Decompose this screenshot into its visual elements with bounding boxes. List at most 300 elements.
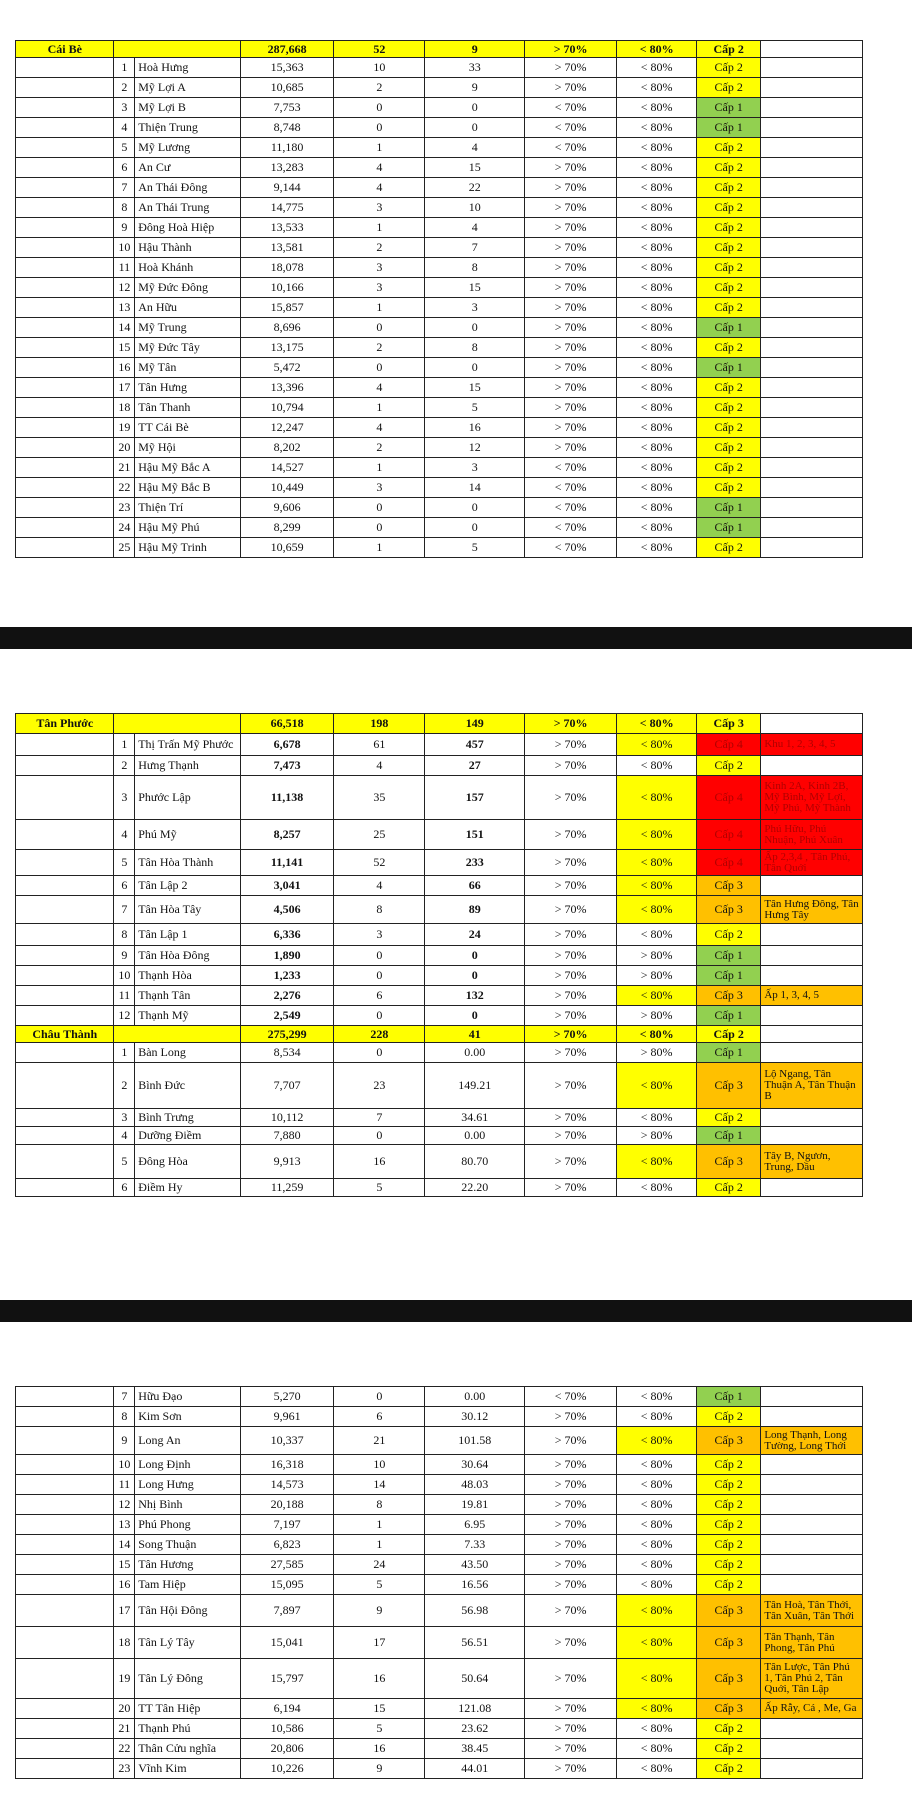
- coverage2-cell: > 70%: [524, 1719, 616, 1739]
- table-row: [16, 986, 863, 1006]
- index-cell: 12: [114, 278, 135, 298]
- undefined: [761, 118, 863, 138]
- coverage1-cell: 48.03: [425, 1475, 525, 1495]
- undefined: [761, 756, 863, 776]
- blank-cell: [16, 876, 114, 896]
- level-cell: < 80%: [617, 1387, 697, 1407]
- table-row: [16, 158, 863, 178]
- level-cell: > 80%: [617, 1006, 697, 1026]
- index-cell: 6: [114, 1179, 135, 1197]
- rate-cell: 1: [334, 298, 425, 318]
- rate-cell: 15: [334, 1699, 425, 1719]
- index-cell: 19: [114, 1659, 135, 1699]
- cases-cell: 18,078: [240, 258, 333, 278]
- undefined: [761, 1179, 863, 1197]
- coverage1-cell: 30.64: [425, 1455, 525, 1475]
- undefined: [761, 258, 863, 278]
- note-cell: Cấp 1: [697, 1127, 761, 1145]
- population-cell: Đông Hòa: [135, 1145, 241, 1179]
- coverage1-cell: 8: [425, 258, 525, 278]
- population-cell: Song Thuận: [135, 1535, 241, 1555]
- table-row: [16, 518, 863, 538]
- note-cell: Cấp 1: [697, 118, 761, 138]
- level-cell: Cấp 2: [697, 41, 761, 58]
- table-row: [16, 318, 863, 338]
- index-cell: 11: [114, 258, 135, 278]
- rate-cell: 52: [334, 850, 425, 876]
- coverage2-cell: > 70%: [524, 218, 616, 238]
- index-cell: 6: [114, 876, 135, 896]
- undefined: [761, 1495, 863, 1515]
- coverage1-cell: 0: [425, 118, 525, 138]
- cases-cell: 8,299: [240, 518, 333, 538]
- level-cell: Cấp 2: [697, 1026, 761, 1043]
- cases-cell: 10,226: [240, 1759, 333, 1779]
- index-cell: 1: [114, 1043, 135, 1063]
- blank-cell: [16, 478, 114, 498]
- rate-cell: 16: [334, 1145, 425, 1179]
- rate-cell: 21: [334, 1427, 425, 1455]
- table-row: [16, 924, 863, 946]
- cases-cell: 12,247: [240, 418, 333, 438]
- table-row: [16, 1006, 863, 1026]
- index-cell: 23: [114, 498, 135, 518]
- cases-cell: 10,586: [240, 1719, 333, 1739]
- population-cell: Mỹ Tân: [135, 358, 241, 378]
- rate-cell: 5: [334, 1575, 425, 1595]
- note-cell: Cấp 3: [697, 1145, 761, 1179]
- rate-cell: 24: [334, 1555, 425, 1575]
- coverage2-cell: > 70%: [524, 756, 616, 776]
- note-cell: Cấp 3: [697, 1427, 761, 1455]
- cases-cell: 11,138: [240, 776, 333, 820]
- index-cell: 23: [114, 1759, 135, 1779]
- index-cell: 9: [114, 1427, 135, 1455]
- table-row: [16, 1145, 863, 1179]
- population-cell: TT Tân Hiệp: [135, 1699, 241, 1719]
- population-cell: Thạnh Hòa: [135, 966, 241, 986]
- rate-cell: 3: [334, 278, 425, 298]
- coverage1-cell: > 70%: [524, 41, 616, 58]
- blank-cell: [16, 58, 114, 78]
- coverage1-cell: 38.45: [425, 1739, 525, 1759]
- coverage1-cell: 27: [425, 756, 525, 776]
- cases-cell: 9,144: [240, 178, 333, 198]
- district-name-cell: Tân Phước: [16, 714, 114, 734]
- level-cell: < 80%: [617, 518, 697, 538]
- note-cell: Cấp 2: [697, 1495, 761, 1515]
- population-cell: Hưng Thạnh: [135, 756, 241, 776]
- index-cell: 5: [114, 850, 135, 876]
- coverage1-cell: 149.21: [425, 1063, 525, 1109]
- undefined: Ấp Rẫy, Cá , Me, Ga: [761, 1699, 863, 1719]
- cases-cell: 8,257: [240, 820, 333, 850]
- table-row: [16, 118, 863, 138]
- population-cell: Hậu Mỹ Trinh: [135, 538, 241, 558]
- level-cell: < 80%: [617, 438, 697, 458]
- coverage2-cell: > 70%: [524, 1407, 616, 1427]
- blank-cell: [16, 1475, 114, 1495]
- coverage2-cell: > 70%: [524, 58, 616, 78]
- undefined: [761, 358, 863, 378]
- rate-cell: 0: [334, 498, 425, 518]
- undefined: [761, 1575, 863, 1595]
- coverage1-cell: 3: [425, 458, 525, 478]
- level-cell: < 80%: [617, 986, 697, 1006]
- rate-cell: 2: [334, 338, 425, 358]
- table-row: [16, 78, 863, 98]
- cases-cell: 10,112: [240, 1109, 333, 1127]
- population-cell: Thiện Trí: [135, 498, 241, 518]
- undefined: Khu 1, 2, 3, 4, 5: [761, 734, 863, 756]
- level-cell: < 80%: [617, 1179, 697, 1197]
- coverage2-cell: > 70%: [524, 1179, 616, 1197]
- undefined: [761, 966, 863, 986]
- population-cell: Thạnh Mỹ: [135, 1006, 241, 1026]
- level-cell: < 80%: [617, 1627, 697, 1659]
- table-row: [16, 338, 863, 358]
- note-cell: Cấp 2: [697, 138, 761, 158]
- index-cell: 15: [114, 338, 135, 358]
- index-cell: 13: [114, 1515, 135, 1535]
- undefined: [761, 498, 863, 518]
- blank-cell: [16, 1719, 114, 1739]
- population-cell: Hoà Khánh: [135, 258, 241, 278]
- coverage1-cell: 50.64: [425, 1659, 525, 1699]
- blank-cell: [16, 398, 114, 418]
- note-cell: Cấp 2: [697, 458, 761, 478]
- index-cell: 24: [114, 518, 135, 538]
- undefined: [761, 198, 863, 218]
- coverage1-cell: 15: [425, 158, 525, 178]
- cases-cell: 52: [334, 41, 425, 58]
- level-cell: < 80%: [617, 1535, 697, 1555]
- note-cell: Cấp 2: [697, 378, 761, 398]
- blank-cell: [16, 198, 114, 218]
- blank-cell: [16, 1575, 114, 1595]
- coverage1-cell: 80.70: [425, 1145, 525, 1179]
- rate-cell: 1: [334, 1515, 425, 1535]
- undefined: [761, 1109, 863, 1127]
- cases-cell: 2,276: [240, 986, 333, 1006]
- divider-bar: [0, 627, 912, 649]
- population-cell: Tân Lập 2: [135, 876, 241, 896]
- population-cell: Mỹ Hội: [135, 438, 241, 458]
- level-cell: < 80%: [617, 198, 697, 218]
- cases-cell: 15,363: [240, 58, 333, 78]
- coverage1-cell: 233: [425, 850, 525, 876]
- cases-cell: 10,449: [240, 478, 333, 498]
- coverage1-cell: 43.50: [425, 1555, 525, 1575]
- undefined: [761, 1515, 863, 1535]
- coverage2-cell: > 70%: [524, 1427, 616, 1455]
- population-cell: Nhị Bình: [135, 1495, 241, 1515]
- level-cell: < 80%: [617, 1495, 697, 1515]
- cases-cell: 6,336: [240, 924, 333, 946]
- index-cell: 9: [114, 946, 135, 966]
- coverage1-cell: 0.00: [425, 1043, 525, 1063]
- blank-cell: [16, 1145, 114, 1179]
- coverage1-cell: 12: [425, 438, 525, 458]
- level-cell: < 80%: [617, 850, 697, 876]
- coverage1-cell: 0: [425, 1006, 525, 1026]
- level-cell: < 80%: [617, 1475, 697, 1495]
- undefined: Ấp 1, 3, 4, 5: [761, 986, 863, 1006]
- cases-cell: 10,794: [240, 398, 333, 418]
- population-cell: An Thái Đông: [135, 178, 241, 198]
- note-cell: Cấp 1: [697, 946, 761, 966]
- population-cell: Tân Lý Tây: [135, 1627, 241, 1659]
- note-cell: Cấp 3: [697, 876, 761, 896]
- coverage1-cell: 151: [425, 820, 525, 850]
- coverage1-cell: 6.95: [425, 1515, 525, 1535]
- undefined: [761, 1555, 863, 1575]
- cases-cell: 6,823: [240, 1535, 333, 1555]
- blank-cell: [16, 1006, 114, 1026]
- undefined: Tân Hưng Đông, Tân Hưng Tây: [761, 896, 863, 924]
- level-cell: < 80%: [617, 498, 697, 518]
- coverage2-cell: > 70%: [524, 338, 616, 358]
- level-cell: < 80%: [617, 278, 697, 298]
- population-cell: Mỹ Lợi A: [135, 78, 241, 98]
- coverage2-cell: > 70%: [524, 1475, 616, 1495]
- level-cell: Cấp 3: [697, 714, 761, 734]
- rate-cell: 0: [334, 518, 425, 538]
- note-cell: Cấp 1: [697, 498, 761, 518]
- blank-cell: [16, 1699, 114, 1719]
- coverage2-cell: > 70%: [524, 238, 616, 258]
- cases-cell: 11,141: [240, 850, 333, 876]
- level-cell: < 80%: [617, 734, 697, 756]
- population-cell: An Thái Trung: [135, 198, 241, 218]
- rate-cell: 3: [334, 198, 425, 218]
- undefined: Tây B, Ngươn, Trung, Dầu: [761, 1145, 863, 1179]
- population-cell: Hậu Mỹ Bắc B: [135, 478, 241, 498]
- coverage2-cell: < 80%: [617, 41, 697, 58]
- coverage1-cell: 33: [425, 58, 525, 78]
- coverage2-cell: > 70%: [524, 1739, 616, 1759]
- level-cell: < 80%: [617, 1555, 697, 1575]
- coverage1-cell: 121.08: [425, 1699, 525, 1719]
- undefined: [761, 518, 863, 538]
- population-cell: Tân Hương: [135, 1555, 241, 1575]
- cases-cell: 5,472: [240, 358, 333, 378]
- coverage2-cell: > 70%: [524, 378, 616, 398]
- cases-cell: 13,283: [240, 158, 333, 178]
- note-cell: Cấp 1: [697, 966, 761, 986]
- rate-cell: 8: [334, 896, 425, 924]
- note-cell: Cấp 2: [697, 1475, 761, 1495]
- coverage2-cell: > 70%: [524, 1006, 616, 1026]
- index-cell: 12: [114, 1495, 135, 1515]
- note-cell: Cấp 2: [697, 158, 761, 178]
- cases-cell: 20,806: [240, 1739, 333, 1759]
- table-row: [16, 58, 863, 78]
- cases-cell: 7,473: [240, 756, 333, 776]
- coverage2-cell: > 70%: [524, 198, 616, 218]
- table-row: [16, 850, 863, 876]
- data-table: [15, 713, 863, 1197]
- blank-cell: [16, 438, 114, 458]
- level-cell: < 80%: [617, 218, 697, 238]
- undefined: [761, 398, 863, 418]
- index-cell: 4: [114, 1127, 135, 1145]
- population-cell: Tân Hưng: [135, 378, 241, 398]
- blank-cell: [16, 178, 114, 198]
- note-cell: Cấp 2: [697, 198, 761, 218]
- index-cell: 11: [114, 1475, 135, 1495]
- rate-cell: 2: [334, 78, 425, 98]
- population-cell: Mỹ Lương: [135, 138, 241, 158]
- coverage1-cell: 0: [425, 518, 525, 538]
- rate-cell: 0: [334, 946, 425, 966]
- level-cell: < 80%: [617, 458, 697, 478]
- coverage2-cell: > 70%: [524, 1455, 616, 1475]
- table-row: [16, 538, 863, 558]
- level-cell: < 80%: [617, 258, 697, 278]
- coverage2-cell: > 70%: [524, 1515, 616, 1535]
- index-cell: 10: [114, 238, 135, 258]
- population-cell: Tân Lập 1: [135, 924, 241, 946]
- rate-cell: 1: [334, 1535, 425, 1555]
- population-cell: Mỹ Trung: [135, 318, 241, 338]
- coverage1-cell: 0: [425, 318, 525, 338]
- table-row: [16, 1575, 863, 1595]
- rate-cell: 9: [334, 1759, 425, 1779]
- note-cell: [761, 1026, 863, 1043]
- note-cell: Cấp 2: [697, 338, 761, 358]
- level-cell: < 80%: [617, 398, 697, 418]
- undefined: [761, 298, 863, 318]
- coverage1-cell: 8: [425, 338, 525, 358]
- blank-cell: [16, 946, 114, 966]
- table-row: [16, 1739, 863, 1759]
- rate-cell: 9: [425, 41, 525, 58]
- index-cell: 8: [114, 198, 135, 218]
- coverage2-cell: > 70%: [524, 1043, 616, 1063]
- undefined: Ấp 2,3,4 , Tân Phú, Tân Quới: [761, 850, 863, 876]
- population-cell: 275,299: [240, 1026, 333, 1043]
- rate-cell: 10: [334, 1455, 425, 1475]
- index-cell: 20: [114, 438, 135, 458]
- cases-cell: 9,961: [240, 1407, 333, 1427]
- coverage1-cell: 66: [425, 876, 525, 896]
- cases-cell: 9,606: [240, 498, 333, 518]
- coverage2-cell: > 70%: [524, 1759, 616, 1779]
- cases-cell: 6,194: [240, 1699, 333, 1719]
- coverage1-cell: 7.33: [425, 1535, 525, 1555]
- blank-cell: [16, 1407, 114, 1427]
- coverage2-cell: > 70%: [524, 278, 616, 298]
- level-cell: < 80%: [617, 876, 697, 896]
- undefined: Tân Lược, Tân Phú 1, Tân Phú 2, Tân Quới, Tân Lập: [761, 1659, 863, 1699]
- level-cell: < 80%: [617, 178, 697, 198]
- table-row: [16, 820, 863, 850]
- coverage2-cell: < 70%: [524, 118, 616, 138]
- rate-cell: 6: [334, 986, 425, 1006]
- rate-cell: 4: [334, 418, 425, 438]
- level-cell: < 80%: [617, 298, 697, 318]
- blank-cell: [16, 138, 114, 158]
- cases-cell: 5,270: [240, 1387, 333, 1407]
- index-cell: 11: [114, 986, 135, 1006]
- index-cell: 6: [114, 158, 135, 178]
- table-row: [16, 1719, 863, 1739]
- population-cell: An Cư: [135, 158, 241, 178]
- population-cell: Vĩnh Kim: [135, 1759, 241, 1779]
- index-cell: 7: [114, 1387, 135, 1407]
- table-row: [16, 1535, 863, 1555]
- undefined: [761, 1127, 863, 1145]
- undefined: [761, 278, 863, 298]
- note-cell: Cấp 1: [697, 1006, 761, 1026]
- undefined: [761, 458, 863, 478]
- blank-cell: [16, 158, 114, 178]
- cases-cell: 9,913: [240, 1145, 333, 1179]
- blank-cell: [16, 1387, 114, 1407]
- level-cell: < 80%: [617, 418, 697, 438]
- cases-cell: 15,095: [240, 1575, 333, 1595]
- undefined: [761, 418, 863, 438]
- coverage1-cell: 19.81: [425, 1495, 525, 1515]
- coverage2-cell: > 70%: [524, 1063, 616, 1109]
- population-cell: Tân Hòa Thành: [135, 850, 241, 876]
- note-cell: Cấp 3: [697, 986, 761, 1006]
- table-row: [16, 138, 863, 158]
- blank-cell: [16, 98, 114, 118]
- table-row: [16, 358, 863, 378]
- undefined: [761, 1739, 863, 1759]
- population-cell: Điềm Hy: [135, 1179, 241, 1197]
- table-row: [16, 756, 863, 776]
- index-cell: 1: [114, 734, 135, 756]
- blank-cell: [16, 1659, 114, 1699]
- undefined: Tân Hoà, Tân Thới, Tân Xuân, Tân Thới: [761, 1595, 863, 1627]
- population-cell: Tân Lý Đông: [135, 1659, 241, 1699]
- table-row: [16, 1495, 863, 1515]
- cases-cell: 11,180: [240, 138, 333, 158]
- table-row: [16, 298, 863, 318]
- note-cell: Cấp 2: [697, 58, 761, 78]
- index-cell: 21: [114, 1719, 135, 1739]
- level-cell: < 80%: [617, 158, 697, 178]
- rate-cell: 0: [334, 118, 425, 138]
- blank-cell: [16, 1127, 114, 1145]
- level-cell: > 80%: [617, 1043, 697, 1063]
- index-cell: 12: [114, 1006, 135, 1026]
- rate-cell: 0: [334, 966, 425, 986]
- index-cell: 8: [114, 1407, 135, 1427]
- index-cell: 10: [114, 1455, 135, 1475]
- coverage2-cell: > 70%: [524, 946, 616, 966]
- index-cell: 20: [114, 1699, 135, 1719]
- note-cell: Cấp 1: [697, 1387, 761, 1407]
- coverage2-cell: > 70%: [524, 258, 616, 278]
- blank-cell: [16, 850, 114, 876]
- table-row: [16, 418, 863, 438]
- level-cell: < 80%: [617, 318, 697, 338]
- rate-cell: 4: [334, 876, 425, 896]
- undefined: [761, 1407, 863, 1427]
- table-tan-phuoc-chau-thanh: [15, 713, 863, 1197]
- rate-cell: 3: [334, 924, 425, 946]
- blank-cell: [16, 78, 114, 98]
- table-row: [16, 776, 863, 820]
- rate-cell: 0: [334, 318, 425, 338]
- rate-cell: 1: [334, 398, 425, 418]
- table-row: [16, 966, 863, 986]
- index-cell: 5: [114, 138, 135, 158]
